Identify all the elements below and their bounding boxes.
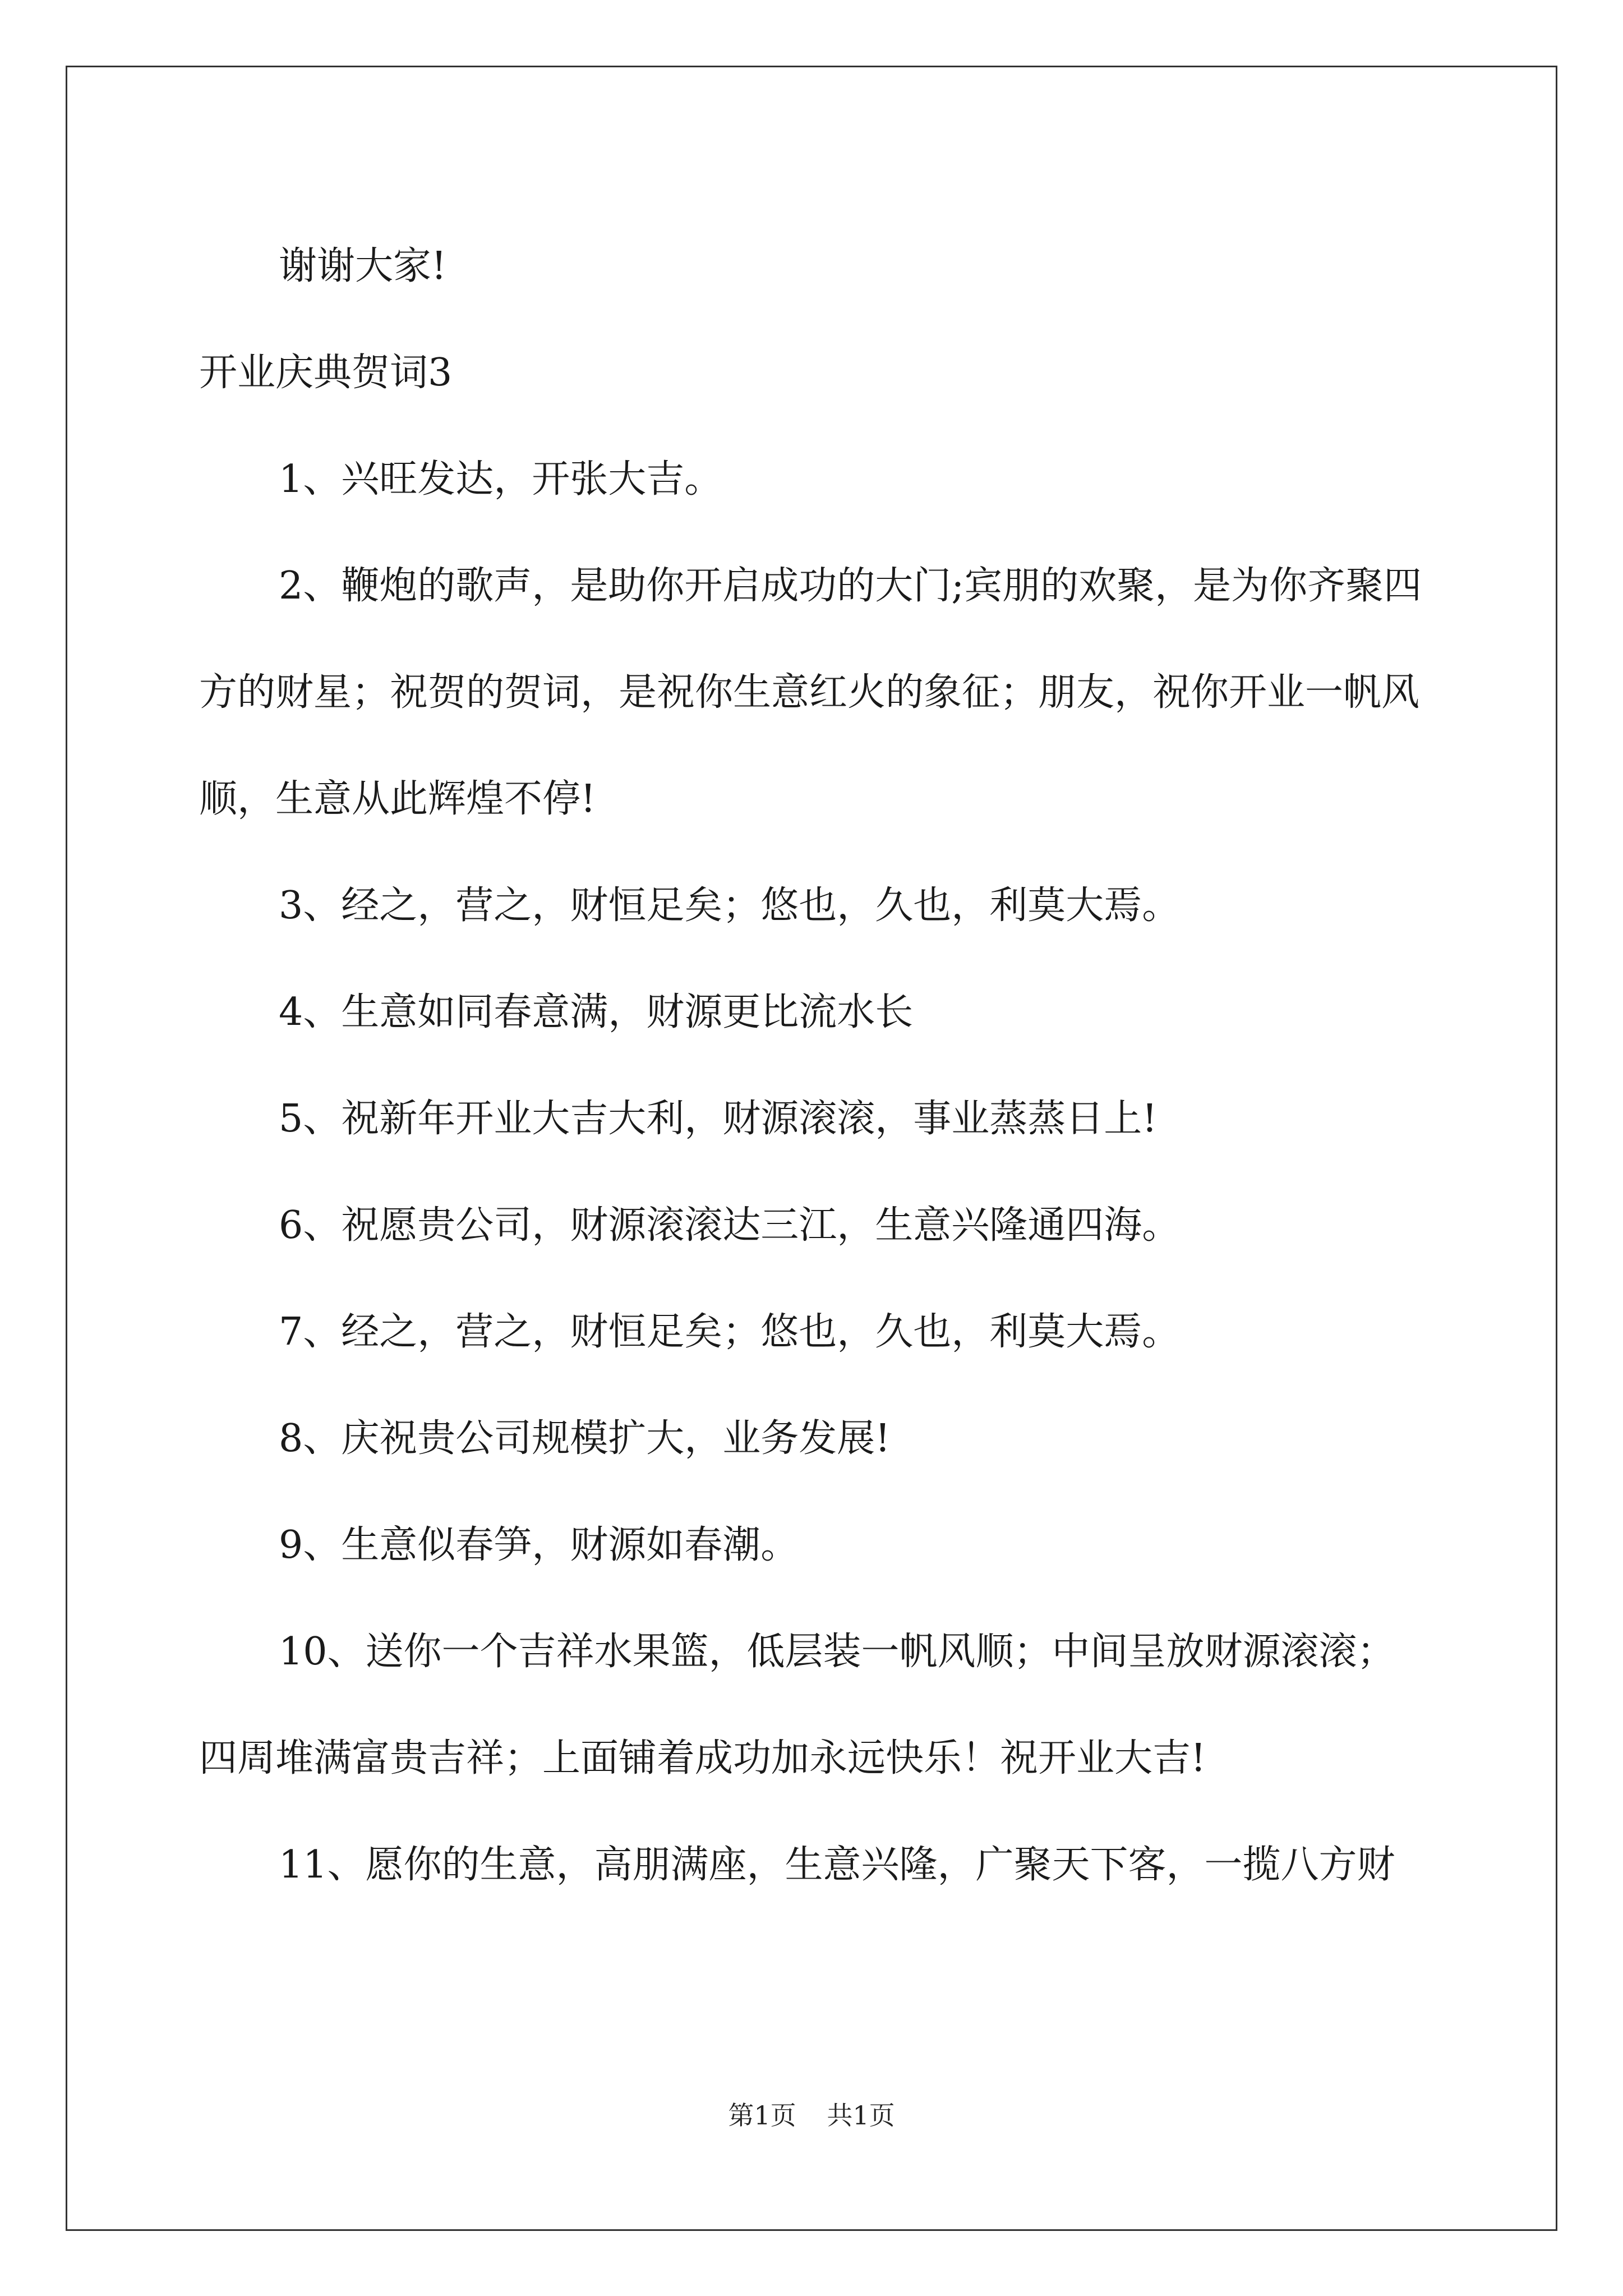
list-item-6: 6、祝愿贵公司，财源滚滚达三江，生意兴隆通四海。 xyxy=(279,1203,1181,1248)
list-item-8: 8、庆祝贵公司规模扩大，业务发展! xyxy=(279,1416,891,1461)
list-item-9: 9、生意似春笋，财源如春潮。 xyxy=(279,1523,799,1567)
list-item-10: 10、送你一个吉祥水果篮，低层装一帆风顺；中间呈放财源滚滚；四周堆满富贵吉祥；上面铺着成功加永远快乐！祝开业大吉! xyxy=(199,1630,1395,1780)
section-title: 开业庆典贺词3 xyxy=(199,351,453,395)
list-item-5: 5、祝新年开业大吉大利，财源滚滚，事业蒸蒸日上! xyxy=(279,1097,1158,1141)
closing-thanks: 谢谢大家! xyxy=(279,244,447,288)
page-number: 第1页 xyxy=(728,2100,796,2131)
list-item-1: 1、兴旺发达，开张大吉。 xyxy=(279,457,723,501)
page-total: 共1页 xyxy=(827,2100,895,2131)
page-footer xyxy=(0,2095,1623,2132)
list-item-2: 2、鞭炮的歌声，是助你开启成功的大门;宾朋的欢聚，是为你齐聚四方的财星；祝贺的贺词，是祝你生意红火的象征；朋友，祝你开业一帆风顺，生意从此辉煌不停! xyxy=(199,564,1422,821)
document-body xyxy=(199,213,1433,1918)
list-item-3: 3、经之，营之，财恒足矣；悠也，久也，利莫大焉。 xyxy=(279,884,1181,928)
list-item-7: 7、经之，营之，财恒足矣；悠也，久也，利莫大焉。 xyxy=(279,1310,1181,1354)
list-item-11: 11、愿你的生意，高朋满座，生意兴隆，广聚天下客，一揽八方财 xyxy=(279,1843,1395,1887)
list-item-4: 4、生意如同春意满，财源更比流水长 xyxy=(279,990,914,1034)
